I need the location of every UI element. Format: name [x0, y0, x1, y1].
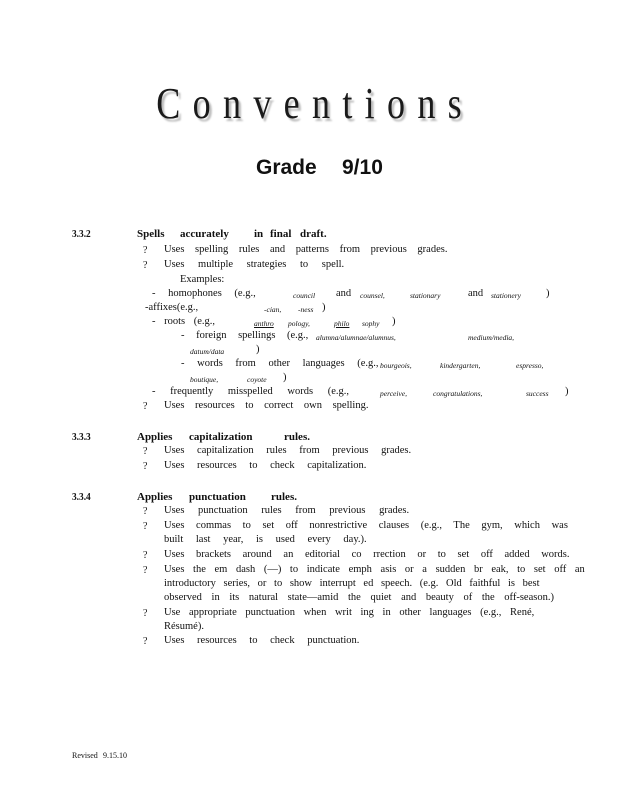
example-word: and: [468, 288, 484, 299]
example-word: ): [546, 288, 550, 299]
bullet-marker: ?: [143, 521, 148, 532]
bullet-marker: ?: [143, 608, 148, 619]
section-heading-word: capitalization: [189, 431, 253, 443]
section-heading-word: rules.: [271, 491, 297, 503]
example-word: espresso,: [516, 361, 544, 370]
example-word: anthro: [254, 319, 274, 328]
section-number: 3.3.4: [72, 491, 91, 503]
example-word: medium/media,: [468, 333, 515, 342]
list-item: Uses the em dash (—) to indicate emph asis or a sudden br eak, to set off an: [164, 564, 585, 575]
list-item: introductory series, or to show interrupt ed speech. (e.g. Old faithful is best: [164, 578, 540, 589]
page-title: Conventions: [156, 79, 474, 128]
bullet-marker: ?: [143, 636, 148, 647]
section-number: 3.3.2: [72, 228, 91, 240]
example-word: alumna/alumnae/alumnus,: [316, 333, 396, 342]
list-item: built last year, is used every day.).: [164, 534, 367, 545]
bullet-marker: ?: [143, 506, 148, 517]
bullet-marker: ?: [143, 245, 148, 256]
list-item: Uses resources to check punctuation.: [164, 635, 360, 646]
section-heading-word: Applies: [137, 431, 173, 443]
list-item: Use appropriate punctuation when writ ing in other languages (e.g., René,: [164, 607, 535, 618]
grade-label: Grade: [256, 156, 317, 179]
example-word: council: [293, 291, 316, 300]
list-item: Uses brackets around an editorial co rrection or to set off added words.: [164, 549, 570, 560]
list-item: Uses capitalization rules from previous grades.: [164, 445, 412, 456]
section-heading-word: accurately: [180, 228, 229, 240]
bullet-marker: ?: [143, 401, 148, 412]
list-item: - roots (e.g.,: [152, 316, 216, 327]
section-heading-word: final: [270, 228, 292, 240]
example-word: bourgeois,: [380, 361, 412, 370]
section-heading-word: punctuation: [189, 491, 246, 503]
section-heading-word: draft.: [300, 228, 327, 240]
example-word: boutique,: [190, 375, 219, 384]
example-word: philo: [334, 319, 350, 328]
list-item: Uses resources to correct own spelling.: [164, 400, 369, 411]
example-word: coyote: [247, 375, 267, 384]
example-word: congratulations,: [433, 389, 483, 398]
list-item: - homophones (e.g.,: [152, 288, 256, 299]
list-item: - words from other languages (e.g.,: [181, 358, 379, 369]
bullet-marker: ?: [143, 565, 148, 576]
list-item: -affixes(e.g.,: [145, 302, 199, 313]
example-word: sophy: [362, 319, 380, 328]
section-heading-word: Spells: [137, 228, 165, 240]
list-item: observed in its natural state—amid the quiet and beauty of the off-season.): [164, 592, 554, 603]
example-word: stationary: [410, 291, 441, 300]
example-word: ): [256, 344, 260, 355]
example-word: datum/data: [190, 347, 225, 356]
list-item: - frequently misspelled words (e.g.,: [152, 386, 350, 397]
bullet-marker: ?: [143, 260, 148, 271]
grade-value: 9/10: [342, 156, 383, 179]
example-word: and: [336, 288, 352, 299]
examples-label: Examples:: [180, 274, 225, 285]
example-word: ): [392, 316, 396, 327]
example-word: counsel,: [360, 291, 385, 300]
example-word: ): [322, 302, 326, 313]
example-word: pology,: [288, 319, 310, 328]
list-item: Uses punctuation rules from previous grades.: [164, 505, 410, 516]
example-word: stationery: [491, 291, 521, 300]
example-word: ): [565, 386, 569, 397]
example-word: -ness: [298, 305, 314, 314]
section-heading-word: in: [254, 228, 264, 240]
list-item: Uses commas to set off nonrestrictive clauses (e.g., The gym, which was: [164, 520, 568, 531]
revised-date: 9.15.10: [103, 751, 127, 760]
list-item: - foreign spellings (e.g.,: [181, 330, 309, 341]
example-word: success: [526, 389, 549, 398]
section-heading-word: Applies: [137, 491, 173, 503]
list-item: Uses multiple strategies to spell.: [164, 259, 345, 270]
bullet-marker: ?: [143, 550, 148, 561]
list-item: Résumé).: [164, 621, 204, 632]
example-word: kindergarten,: [440, 361, 481, 370]
example-word: perceive,: [380, 389, 407, 398]
bullet-marker: ?: [143, 446, 148, 457]
list-item: Uses spelling rules and patterns from previous grades.: [164, 244, 448, 255]
example-word: ): [283, 372, 287, 383]
bullet-marker: ?: [143, 461, 148, 472]
revised-label: Revised: [72, 751, 98, 760]
section-number: 3.3.3: [72, 431, 91, 443]
list-item: Uses resources to check capitalization.: [164, 460, 367, 471]
example-word: -cian,: [264, 305, 282, 314]
section-heading-word: rules.: [284, 431, 310, 443]
